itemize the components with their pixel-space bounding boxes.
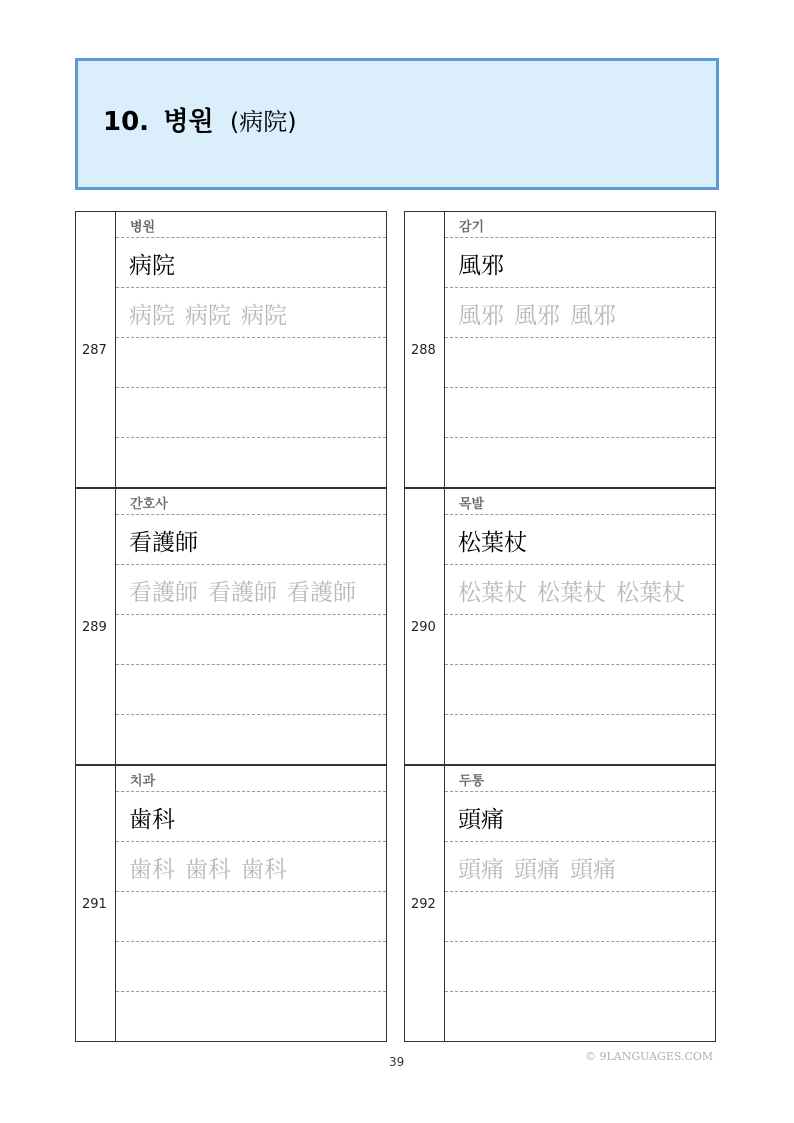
- card-body: [116, 212, 386, 487]
- main-word: 歯科: [129, 807, 175, 833]
- section-number: 10.: [103, 107, 150, 137]
- korean-label: 감기: [459, 220, 485, 235]
- trace-word: 頭痛: [570, 857, 616, 883]
- blank-practice-row[interactable]: [445, 615, 715, 665]
- word-row: [116, 238, 386, 288]
- blank-practice-row[interactable]: [116, 615, 386, 665]
- trace-word: 風邪: [514, 303, 560, 329]
- word-card: [75, 765, 387, 1042]
- practice-grid: [75, 211, 717, 1042]
- korean-row: [445, 212, 715, 238]
- korean-row: [445, 766, 715, 792]
- trace-row: [445, 842, 715, 892]
- main-word: 病院: [129, 253, 175, 279]
- card-number: 289: [82, 620, 107, 635]
- trace-word: 看護師: [287, 580, 356, 606]
- korean-label: 두통: [459, 774, 485, 789]
- section-title: [103, 105, 297, 139]
- blank-practice-row[interactable]: [445, 388, 715, 438]
- section-title-hanja: (病院): [229, 108, 297, 136]
- card-number: 287: [82, 343, 107, 358]
- card-number: 291: [82, 897, 107, 912]
- trace-word: 風邪: [570, 303, 616, 329]
- blank-practice-row[interactable]: [116, 942, 386, 992]
- trace-row: [116, 842, 386, 892]
- section-title-korean: 병원: [163, 107, 214, 137]
- word-row: [445, 238, 715, 288]
- main-word: 風邪: [458, 253, 504, 279]
- blank-practice-row[interactable]: [445, 438, 715, 488]
- card-number: 290: [411, 620, 436, 635]
- blank-practice-row[interactable]: [116, 992, 386, 1042]
- trace-row: [116, 565, 386, 615]
- trace-word: 歯科: [241, 857, 287, 883]
- word-row: [116, 792, 386, 842]
- main-word: 松葉杖: [458, 530, 527, 556]
- card-body: [445, 489, 715, 764]
- word-card: [75, 211, 387, 488]
- word-card: [404, 765, 716, 1042]
- page-number: 39: [389, 1055, 405, 1069]
- blank-practice-row[interactable]: [116, 438, 386, 488]
- word-card: [404, 211, 716, 488]
- word-row: [445, 515, 715, 565]
- word-row: [116, 515, 386, 565]
- blank-practice-row[interactable]: [445, 715, 715, 765]
- section-header: [75, 58, 719, 190]
- trace-row: [116, 288, 386, 338]
- korean-row: [116, 766, 386, 792]
- blank-practice-row[interactable]: [116, 715, 386, 765]
- trace-words: [458, 851, 626, 884]
- korean-row: [445, 489, 715, 515]
- copyright-text: © 9LANGUAGES.COM: [585, 1050, 714, 1063]
- korean-label: 병원: [130, 220, 156, 235]
- korean-row: [116, 489, 386, 515]
- card-number-column: [76, 212, 116, 487]
- korean-label: 간호사: [130, 497, 168, 512]
- trace-words: [458, 297, 626, 330]
- blank-practice-row[interactable]: [445, 942, 715, 992]
- trace-words: [129, 574, 366, 607]
- trace-word: 頭痛: [514, 857, 560, 883]
- trace-row: [445, 288, 715, 338]
- trace-words: [129, 297, 297, 330]
- word-card: [404, 488, 716, 765]
- blank-practice-row[interactable]: [445, 665, 715, 715]
- card-body: [445, 766, 715, 1041]
- trace-word: 歯科: [185, 857, 231, 883]
- blank-practice-row[interactable]: [445, 892, 715, 942]
- trace-words: [458, 574, 695, 607]
- trace-word: 松葉杖: [458, 580, 527, 606]
- word-card: [75, 488, 387, 765]
- trace-word: 松葉杖: [616, 580, 685, 606]
- main-word: 看護師: [129, 530, 198, 556]
- card-number-column: [405, 766, 445, 1041]
- card-body: [116, 766, 386, 1041]
- card-number-column: [405, 212, 445, 487]
- trace-word: 松葉杖: [537, 580, 606, 606]
- korean-row: [116, 212, 386, 238]
- blank-practice-row[interactable]: [116, 388, 386, 438]
- card-number-column: [405, 489, 445, 764]
- blank-practice-row[interactable]: [116, 892, 386, 942]
- main-word: 頭痛: [458, 807, 504, 833]
- word-row: [445, 792, 715, 842]
- blank-practice-row[interactable]: [445, 338, 715, 388]
- blank-practice-row[interactable]: [116, 338, 386, 388]
- card-number-column: [76, 489, 116, 764]
- trace-word: 歯科: [129, 857, 175, 883]
- card-body: [445, 212, 715, 487]
- trace-word: 病院: [129, 303, 175, 329]
- trace-words: [129, 851, 297, 884]
- trace-row: [445, 565, 715, 615]
- trace-word: 頭痛: [458, 857, 504, 883]
- card-number-column: [76, 766, 116, 1041]
- blank-practice-row[interactable]: [116, 665, 386, 715]
- trace-word: 風邪: [458, 303, 504, 329]
- trace-word: 病院: [241, 303, 287, 329]
- trace-word: 看護師: [129, 580, 198, 606]
- korean-label: 치과: [130, 774, 156, 789]
- trace-word: 病院: [185, 303, 231, 329]
- card-body: [116, 489, 386, 764]
- card-number: 292: [411, 897, 436, 912]
- blank-practice-row[interactable]: [445, 992, 715, 1042]
- card-number: 288: [411, 343, 436, 358]
- trace-word: 看護師: [208, 580, 277, 606]
- korean-label: 목발: [459, 497, 485, 512]
